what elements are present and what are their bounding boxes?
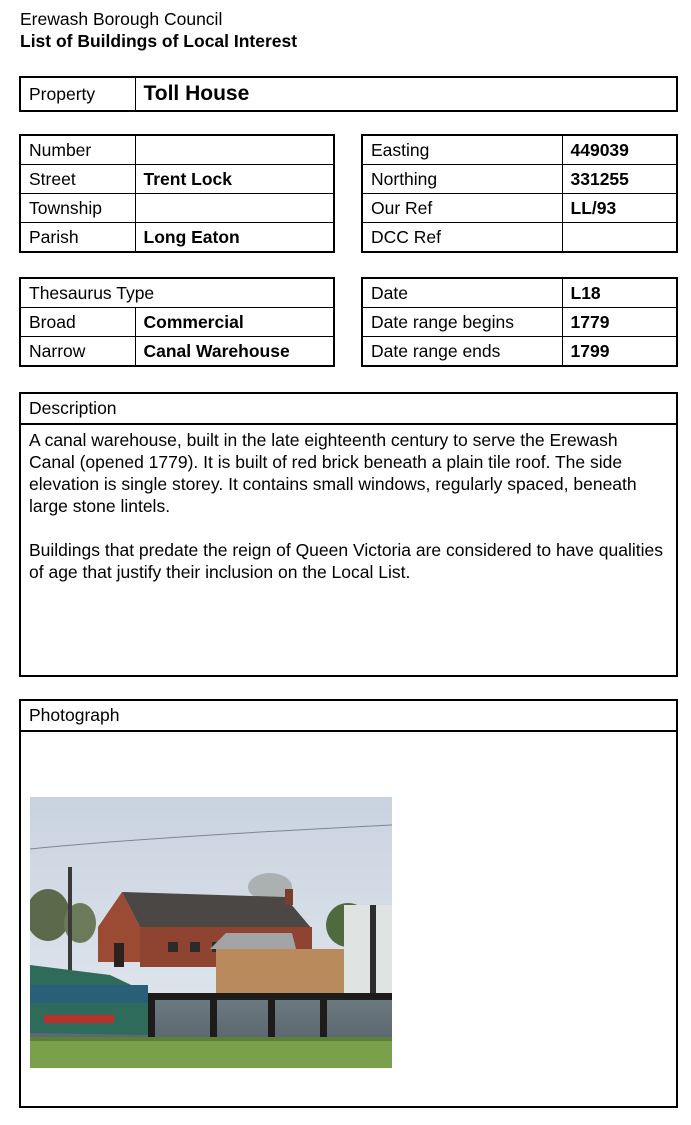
easting-label: Easting <box>362 135 562 165</box>
table-row <box>362 194 677 223</box>
thesaurus-heading: Thesaurus Type <box>20 278 334 308</box>
table-row <box>20 135 334 165</box>
grid-reference-table <box>361 134 678 253</box>
table-row <box>20 194 334 223</box>
table-row <box>362 223 677 253</box>
building-photograph <box>30 797 392 1068</box>
date-label: Date <box>362 278 562 308</box>
narrow-value: Canal Warehouse <box>135 337 334 367</box>
photograph-panel <box>19 699 678 1108</box>
description-paragraph: A canal warehouse, built in the late eighteenth century to serve the Erewash Canal (opened 1779). It is built of red brick beneath a plain tile roof. The side elevation is single storey. It contains small windows, regularly spaced, beneath large stone lintels. <box>29 430 637 516</box>
wooden-fence <box>216 949 346 997</box>
table-row <box>20 308 334 337</box>
table-row <box>362 337 677 367</box>
dcc-ref-label: DCC Ref <box>362 223 562 253</box>
dcc-ref-value <box>562 223 677 253</box>
table-row <box>362 278 677 308</box>
township-value <box>135 194 334 223</box>
property-table <box>19 76 678 112</box>
table-row <box>20 337 334 367</box>
lock-gate-structure <box>344 905 392 1005</box>
township-label: Township <box>20 194 135 223</box>
street-label: Street <box>20 165 135 194</box>
table-row <box>20 165 334 194</box>
grass-bank <box>30 1037 392 1068</box>
bank-edge <box>30 1037 392 1041</box>
date-table <box>361 277 678 367</box>
description-paragraph: Buildings that predate the reign of Queen Victoria are considered to have qualities of age that justify their inclusion on the Local List. <box>29 540 663 582</box>
table-row <box>20 278 334 308</box>
number-value <box>135 135 334 165</box>
list-title: List of Buildings of Local Interest <box>20 31 298 51</box>
broad-value: Commercial <box>135 308 334 337</box>
description-panel <box>19 392 678 677</box>
broad-label: Broad <box>20 308 135 337</box>
property-row <box>20 77 677 111</box>
description-heading: Description <box>21 394 676 425</box>
easting-value: 449039 <box>562 135 677 165</box>
thesaurus-table <box>19 277 335 367</box>
our-ref-value: LL/93 <box>562 194 677 223</box>
northing-value: 331255 <box>562 165 677 194</box>
date-range-ends-label: Date range ends <box>362 337 562 367</box>
number-label: Number <box>20 135 135 165</box>
northing-label: Northing <box>362 165 562 194</box>
parish-label: Parish <box>20 223 135 253</box>
street-value: Trent Lock <box>135 165 334 194</box>
photograph-heading: Photograph <box>21 701 676 732</box>
table-row <box>20 223 334 253</box>
property-name: Toll House <box>135 77 677 111</box>
narrow-label: Narrow <box>20 337 135 367</box>
table-row <box>362 135 677 165</box>
date-range-ends-value: 1799 <box>562 337 677 367</box>
date-range-begins-value: 1779 <box>562 308 677 337</box>
lamp-post <box>68 867 72 977</box>
date-value: L18 <box>562 278 677 308</box>
table-row <box>362 165 677 194</box>
table-row <box>362 308 677 337</box>
address-table <box>19 134 335 253</box>
property-label: Property <box>20 77 135 111</box>
council-name: Erewash Borough Council <box>20 9 223 29</box>
date-range-begins-label: Date range begins <box>362 308 562 337</box>
parish-value: Long Eaton <box>135 223 334 253</box>
description-body <box>21 425 676 583</box>
our-ref-label: Our Ref <box>362 194 562 223</box>
